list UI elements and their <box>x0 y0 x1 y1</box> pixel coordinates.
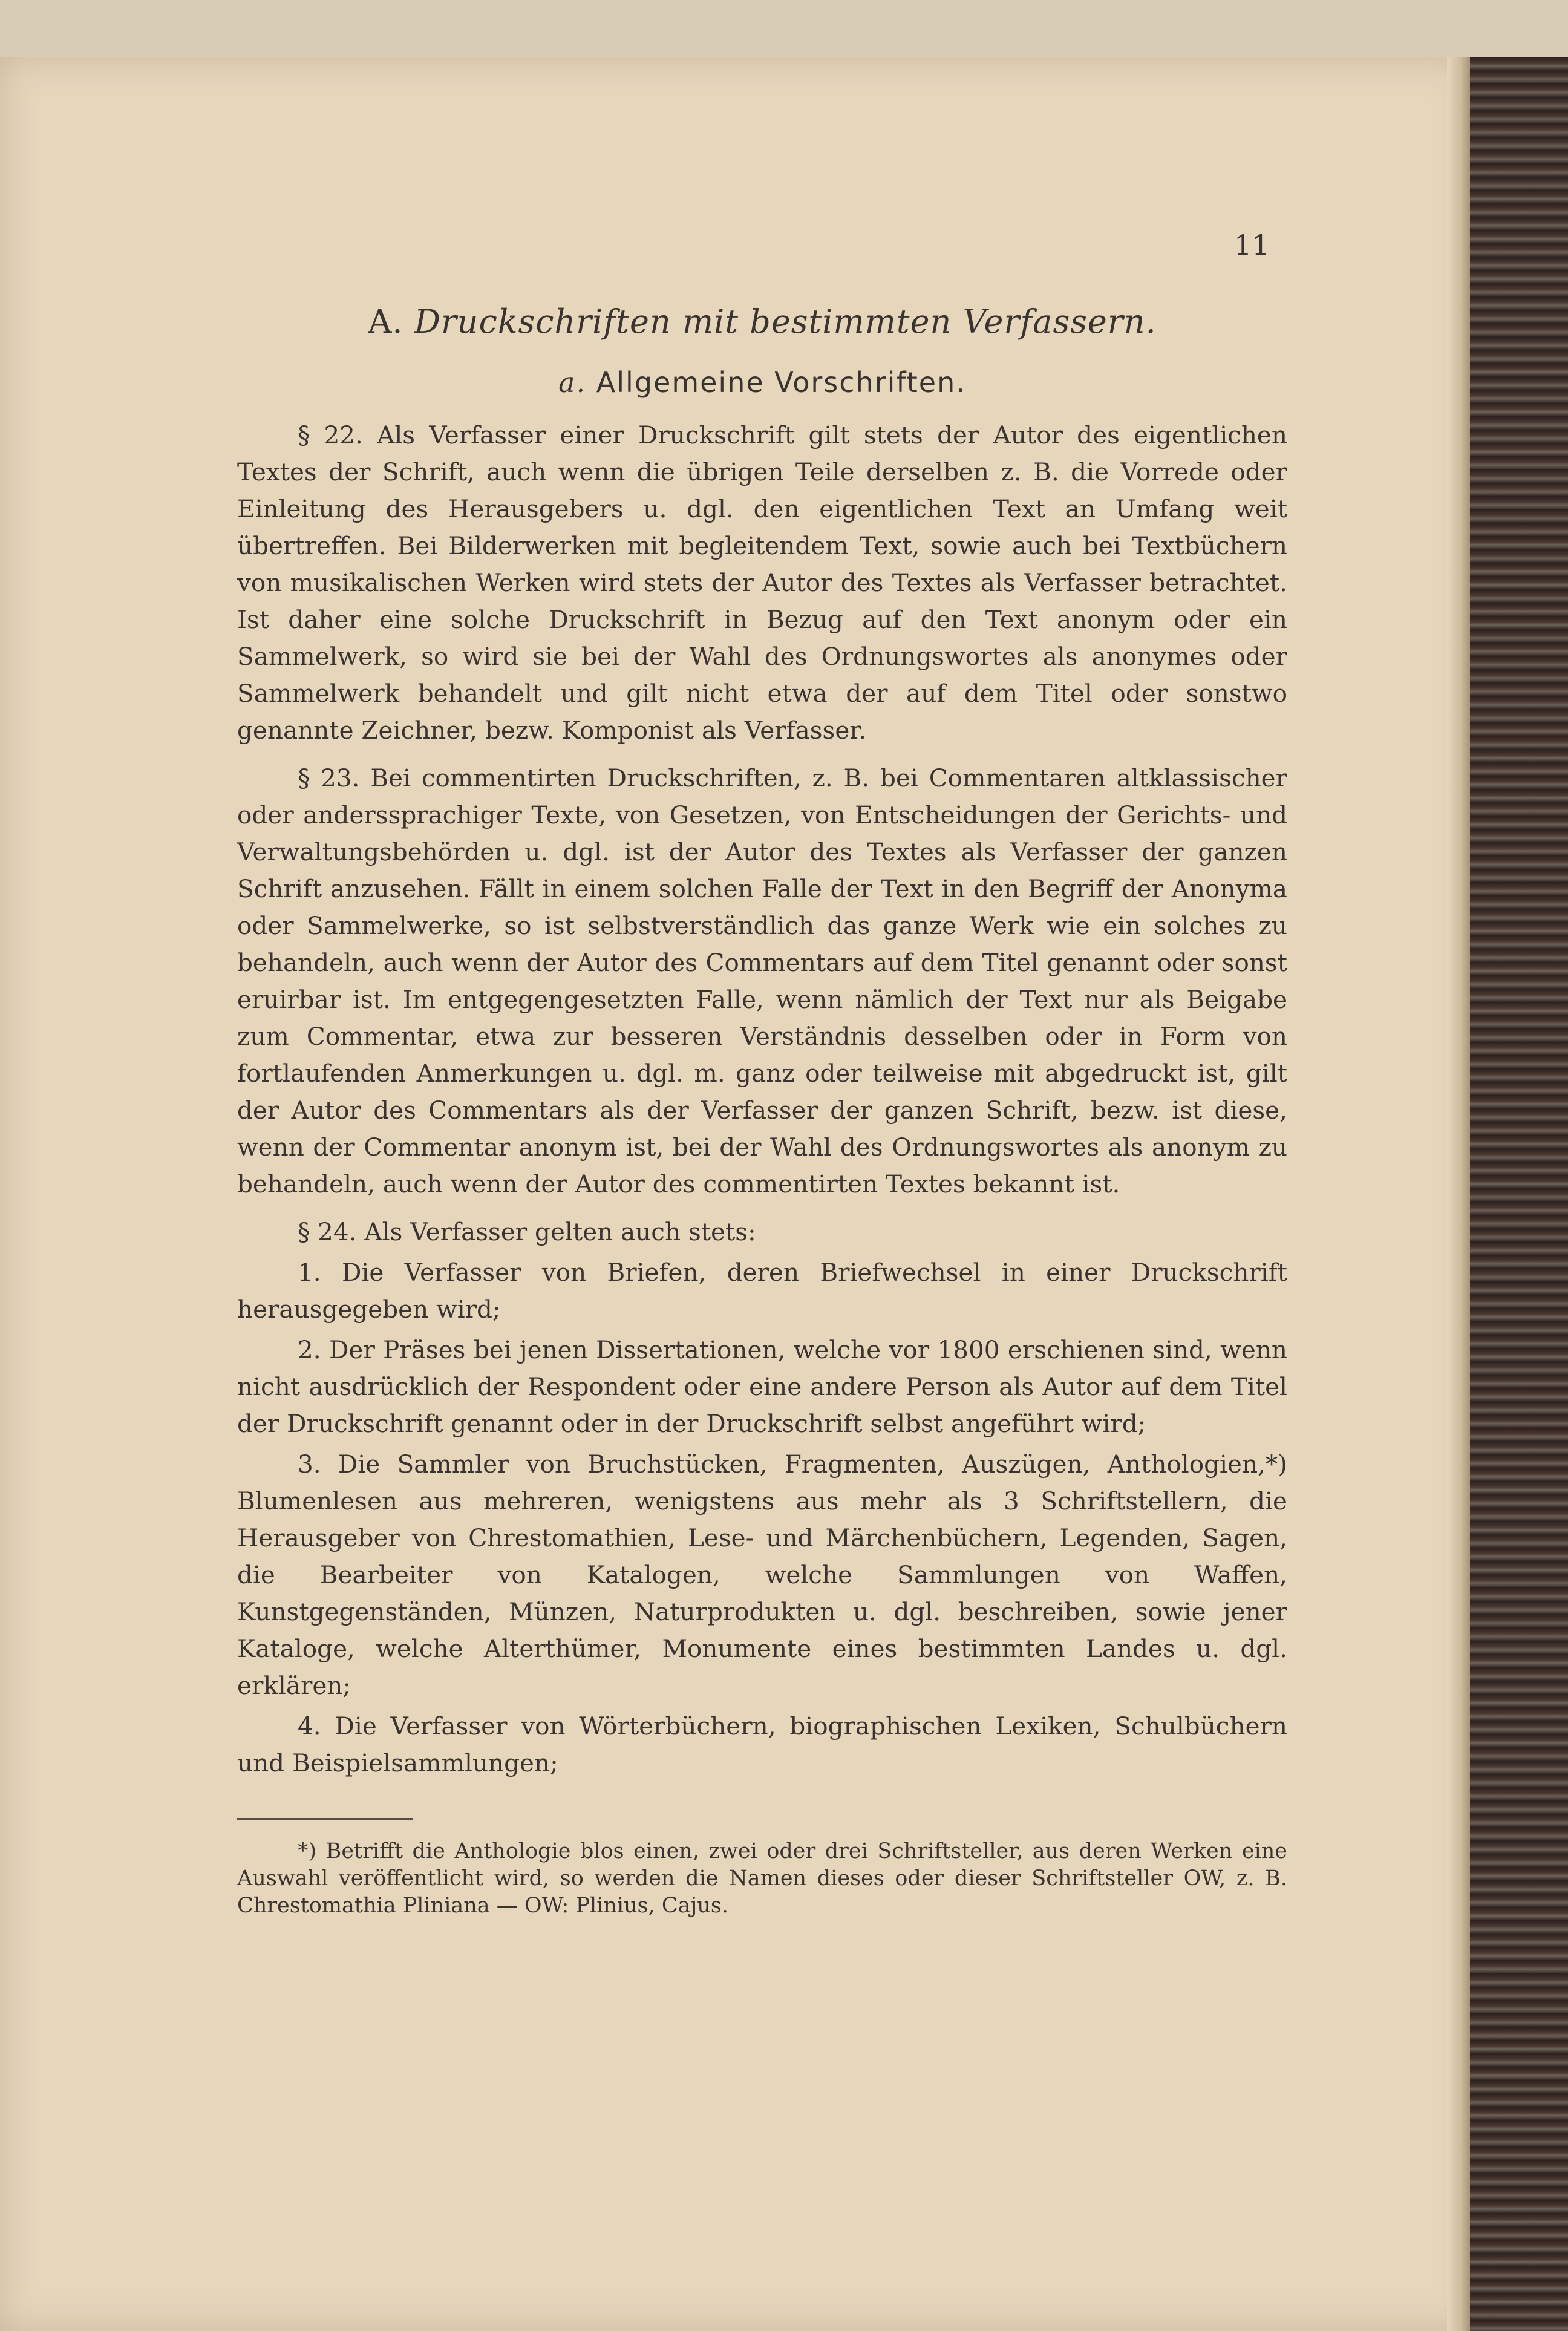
footnote-divider <box>237 1818 413 1820</box>
list-item-3: 3. Die Sammler von Bruchstücken, Fragmenten, Auszügen, Anthologien,*) Blumenlesen aus mehreren, wenigstens aus mehr als 3 Schriftstellern, die Herausgeber von Chrestomathien, Lese- und Märchenbüchern, Legenden, Sagen, die Bearbeiter von Katalogen, welche Sammlungen von Waffen, Kunstgegenständen, Münzen, Naturprodukten u. dgl. beschreiben, sowie jener Kataloge, welche Alterthümer, Monumente eines bestimmten Landes u. dgl. erklären; <box>237 1450 1287 1700</box>
subsection-title <box>237 366 1287 399</box>
subsection-title-text: Allgemeine Vorschriften. <box>596 366 966 399</box>
footnote: *) Betrifft die Anthologie blos einen, zwei oder drei Schriftsteller, aus deren Werken eine Auswahl veröffentlicht wird, so werden die Namen dieses oder dieser Schriftsteller OW, z. B. Chrestomathia Pliniana — OW: Plinius, Cajus. <box>237 1839 1287 1918</box>
section-letter: A. <box>368 302 403 341</box>
paragraph-23: § 23. Bei commentirten Druckschriften, z. B. bei Commentaren altklassischer oder anderssprachiger Texte, von Gesetzen, von Entscheidungen der Gerichts- und Verwaltungsbehörden u. dgl. ist der Autor des Textes als Verfasser der ganzen Schrift anzusehen. Fällt in einem solchen Falle der Text in den Begriff der Anonyma oder Sammelwerke, so ist selbstverständlich das ganze Werk wie ein solches zu behandeln, auch wenn der Autor des Commentars auf dem Titel genannt oder sonst eruirbar ist. Im entgegengesetzten Falle, wenn nämlich der Text nur als Beigabe zum Commentar, etwa zur besseren Verständnis desselben oder in Form von fortlaufenden Anmerkungen u. dgl. m. ganz oder teilweise mit abgedruckt ist, gilt der Autor des Commentars als der Verfasser der ganzen Schrift, bezw. ist diese, wenn der Commentar anonym ist, bei der Wahl des Ordnungswortes als anonym zu behandeln, auch wenn der Autor des commentirten Textes bekannt ist. <box>237 763 1287 1198</box>
page-number: 11 <box>1234 229 1270 261</box>
paragraph-24: § 24. Als Verfasser gelten auch stets: <box>298 1217 756 1246</box>
list-item-1: 1. Die Verfasser von Briefen, deren Briefwechsel in einer Druckschrift herausgegeben wird; <box>237 1258 1287 1324</box>
page-gutter-shadow <box>1447 57 1470 2331</box>
list-item-2: 2. Der Präses bei jenen Dissertationen, welche vor 1800 erschienen sind, wenn nicht ausdrücklich der Respondent oder eine andere Person als Autor auf dem Titel der Druckschrift genannt oder in der Druckschrift selbst angeführt wird; <box>237 1335 1287 1438</box>
page-text <box>237 224 1287 1920</box>
paragraph-22: § 22. Als Verfasser einer Druckschrift gilt stets der Autor des eigentlichen Textes der Schrift, auch wenn die übrigen Teile derselben z. B. die Vorrede oder Einleitung des Herausgebers u. dgl. den eigentlichen Text an Umfang weit übertreffen. Bei Bilderwerken mit begleitendem Text, sowie auch bei Textbüchern von musikalischen Werken wird stets der Autor des Textes als Verfasser betrachtet. Ist daher eine solche Druckschrift in Bezug auf den Text anonym oder ein Sammelwerk, so wird sie bei der Wahl des Ordnungswortes als anonymes oder Sammelwerk behandelt und gilt nicht etwa der auf dem Titel oder sonstwo genannte Zeichner, bezw. Komponist als Verfasser. <box>237 420 1287 745</box>
section-title <box>237 302 1287 341</box>
subsection-letter: a. <box>558 366 587 399</box>
book-spine <box>1470 57 1568 2331</box>
list-item-4: 4. Die Verfasser von Wörterbüchern, biographischen Lexiken, Schulbüchern und Beispielsammlungen; <box>237 1711 1287 1777</box>
section-title-text: Druckschriften mit bestimmten Verfassern. <box>414 302 1157 341</box>
book-top-edge <box>0 0 1568 63</box>
